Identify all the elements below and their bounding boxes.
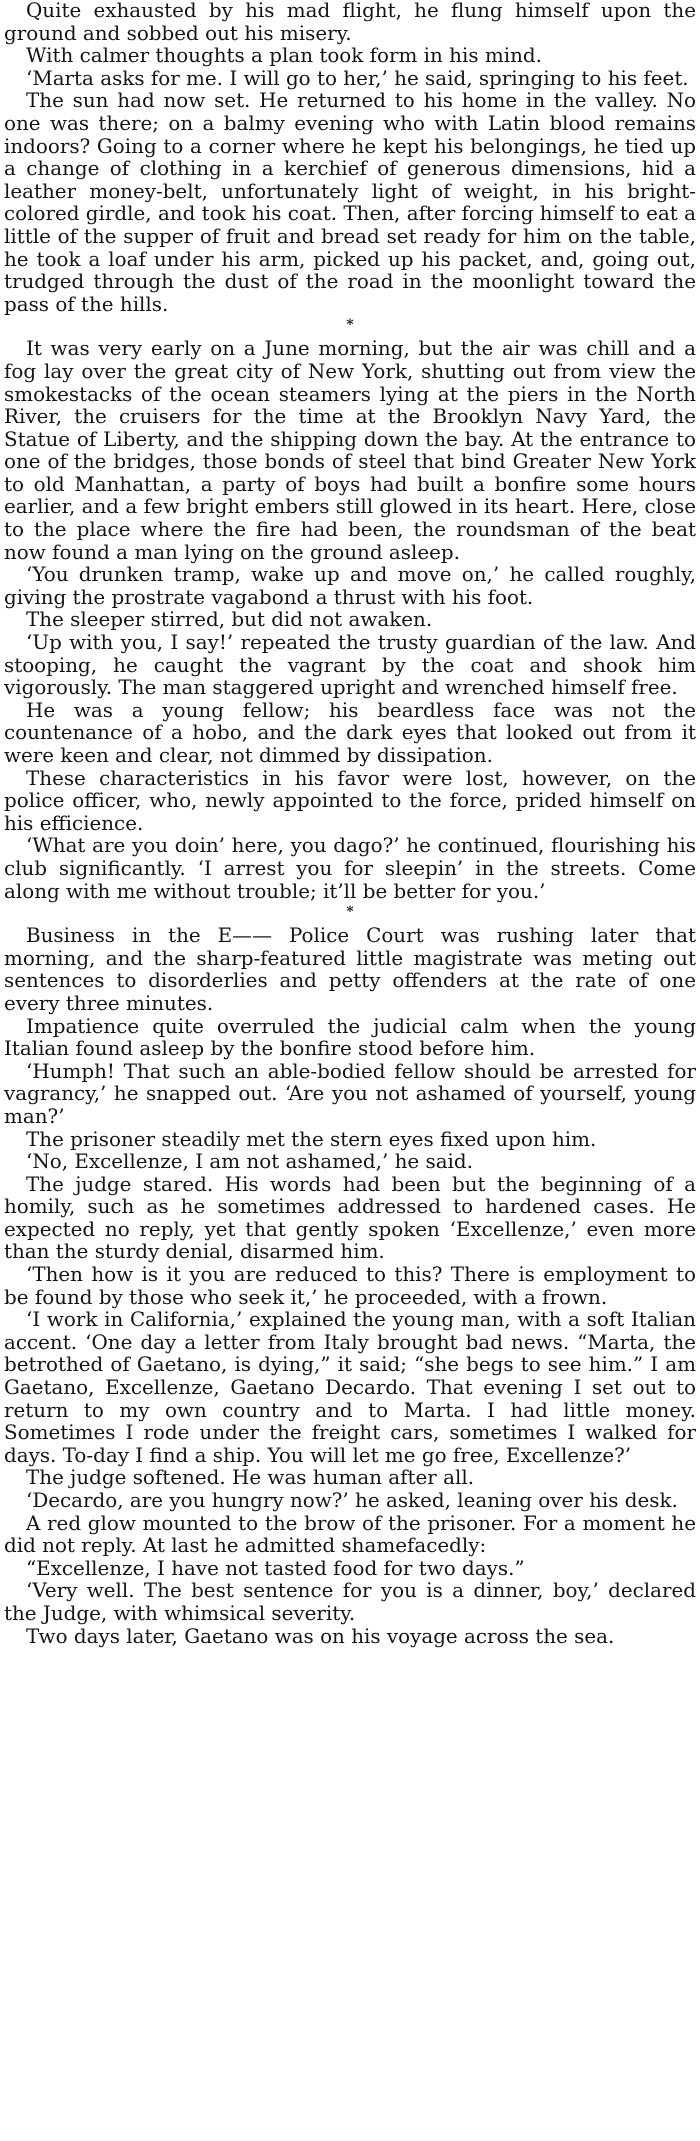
paragraph: ‘What are you doin’ here, you dago?’ he continued, flourishing his club significantly. ‘I arrest you for sleepin’ in the streets. Come along with me without trouble; it’ll be better for you.’ [4, 834, 696, 903]
paragraph: ‘Very well. The best sentence for you is a dinner, boy,’ declared the Judge, with whimsical severity. [4, 1579, 696, 1625]
paragraph: ‘Marta asks for me. I will go to her,’ he said, springing to his feet. [26, 66, 689, 90]
paragraph: Two days later, Gaetano was on his voyage across the sea. [26, 1624, 615, 1648]
paragraph: “Excellenze, I have not tasted food for two days.” [26, 1556, 525, 1580]
paragraph: The sleeper stirred, but did not awaken. [26, 608, 433, 632]
paragraph: ‘Up with you, I say!’ repeated the trusty guardian of the law. And stooping, he caught the vagrant by the coat and shook him vigorously. The man staggered upright and wrenched himself free. [4, 631, 696, 700]
paragraph: A red glow mounted to the brow of the prisoner. For a moment he did not reply. At last he admitted shamefacedly: [4, 1511, 696, 1558]
paragraph: With calmer thoughts a plan took form in his mind. [26, 44, 542, 68]
paragraph: ‘Then how is it you are reduced to this? There is employment to be found by those who seek it,’ he proceeded, with a frown. [4, 1263, 696, 1309]
section-separator: * [346, 317, 354, 334]
paragraph: ‘Humph! That such an able-bodied fellow should be arrested for vagrancy,’ he snapped out. ‘Are you not ashamed of yourself, young man?’ [4, 1059, 696, 1128]
paragraph: Business in the E—— Police Court was rushing later that morning, and the sharp-featured little magistrate was meting out sentences to disorderlies and petty offenders at the rate of one every three minutes. [4, 924, 696, 1015]
paragraph: Impatience quite overruled the judicial calm when the young Italian found asleep by the bonfire stood before him. [4, 1014, 696, 1061]
paragraph: ‘You drunken tramp, wake up and move on,’ he called roughly, giving the prostrate vagabond a thrust with his foot. [4, 563, 696, 609]
article-column [4, 0, 696, 1648]
paragraph: The prisoner steadily met the stern eyes fixed upon him. [26, 1127, 597, 1151]
paragraph: The sun had now set. He returned to his home in the valley. No one was there; on a balmy evening who with Latin blood remains indoors? Going to a corner where he kept his belongings, he tied up a change of clothing in a kerchief of generous dimensions, hid a leather money-belt, unfortunately light of weight, in his bright-colored girdle, and took his coat. Then, after forcing himself to eat a little of the supper of fruit and bread set ready for him on the table, he took a loaf under his arm, picked up his packet, and, going out, trudged through the dust of the road in the moonlight toward the pass of the hills. [4, 89, 696, 316]
paragraph: The judge softened. He was human after all. [26, 1466, 475, 1490]
paragraph: ‘I work in California,’ explained the young man, with a soft Italian accent. ‘One day a letter from Italy brought bad news. “Marta, the betrothed of Gaetano, is dying,” it said; “she begs to see him.” I am Gaetano, Excellenze, Gaetano Decardo. That evening I set out to return to my own country and to Marta. I had little money. Sometimes I rode under the freight cars, sometimes I walked for days. To-day I find a ship. You will let me go free, Excellenze?’ [4, 1308, 696, 1467]
paragraph: Quite exhausted by his mad flight, he flung himself upon the ground and sobbed out his misery. [4, 0, 696, 45]
paragraph: He was a young fellow; his beardless face was not the countenance of a hobo, and the dark eyes that looked out from it were keen and clear, not dimmed by dissipation. [4, 698, 696, 767]
paragraph: It was very early on a June morning, but the air was chill and a fog lay over the great city of New York, shutting out from view the smokestacks of the ocean steamers lying at the piers in the North River, the cruisers for the time at the Brooklyn Navy Yard, the Statue of Liberty, and the shipping down the bay. At the entrance to one of the bridges, those bonds of steel that bind Greater New York to old Manhattan, a party of boys had built a bonfire some hours earlier, and a few bright embers still glowed in its heart. Here, close to the place where the fire had been, the roundsman of the beat now found a man lying on the ground asleep. [4, 337, 696, 564]
paragraph: ‘No, Excellenze, I am not ashamed,’ he said. [26, 1150, 473, 1174]
section-separator: * [346, 904, 354, 921]
paragraph: The judge stared. His words had been but the beginning of a homily, such as he sometimes addressed to hardened cases. He expected no reply, yet that gently spoken ‘Excellenze,’ even more than the sturdy denial, disarmed him. [4, 1172, 696, 1264]
paragraph: ‘Decardo, are you hungry now?’ he asked, leaning over his desk. [26, 1489, 678, 1512]
paragraph: These characteristics in his favor were lost, however, on the police officer, who, newly appointed to the force, prided himself on his efficience. [4, 766, 696, 835]
